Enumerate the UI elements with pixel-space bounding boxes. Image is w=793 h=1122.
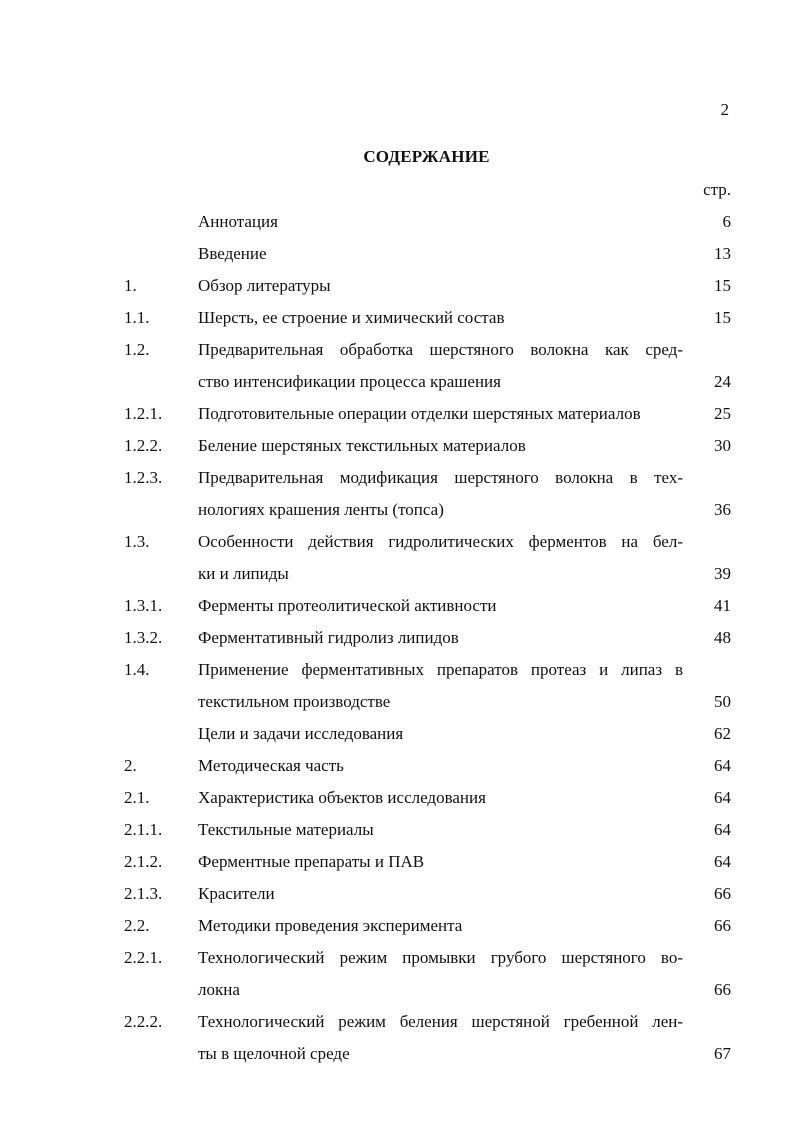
toc-line — [0, 878, 793, 910]
toc-entry-page: 66 — [714, 916, 731, 935]
toc-entry-number: 1.3.1. — [124, 596, 163, 615]
toc-entry-title: Аннотация — [198, 212, 278, 231]
toc-entry-number: 1.2.2. — [124, 436, 163, 455]
toc-entry — [0, 814, 793, 846]
toc-entry-title: Беление шерстяных текстильных материалов — [198, 436, 526, 455]
toc-entry-page: 64 — [714, 852, 731, 871]
toc-entry-page: 64 — [714, 756, 731, 775]
toc-entry-title: Методики проведения эксперимента — [198, 916, 463, 935]
toc-entry — [0, 270, 793, 302]
toc-entry-title: Подготовительные операции отделки шерстяных материалов — [198, 404, 641, 423]
toc-entry-page: 13 — [714, 244, 731, 263]
toc-entry-number: 2.2.2. — [124, 1012, 163, 1031]
toc-entry-number: 2.1.3. — [124, 884, 163, 903]
toc-entry — [0, 654, 793, 718]
toc-entry-number: 2.2. — [124, 916, 150, 935]
toc-entry-title: локна — [198, 980, 240, 999]
toc-entry — [0, 942, 793, 1006]
toc-entry-title: ство интенсификации процесса крашения — [198, 372, 501, 391]
toc-line — [0, 302, 793, 334]
toc-entry — [0, 1006, 793, 1070]
toc-line — [0, 782, 793, 814]
toc-entry — [0, 718, 793, 750]
toc-line — [0, 622, 793, 654]
toc-entry-number: 1.2.1. — [124, 404, 163, 423]
toc-line — [0, 270, 793, 302]
toc-entry-number: 1.2.3. — [124, 468, 163, 487]
toc-entry-title: Цели и задачи исследования — [198, 724, 404, 743]
toc-line — [0, 814, 793, 846]
toc-entry — [0, 846, 793, 878]
toc-line — [0, 750, 793, 782]
toc-entry-title: Ферментативный гидролиз липидов — [198, 628, 459, 647]
toc-entry-title: Технологический режим промывки грубого шерстяного во- — [198, 948, 683, 967]
toc-line — [0, 398, 793, 430]
toc-entry-title: Предварительная обработка шерстяного волокна как сред- — [198, 340, 683, 359]
toc-entry-title: ки и липиды — [198, 564, 289, 583]
toc-entry-number: 1.4. — [124, 660, 150, 679]
toc-line — [0, 846, 793, 878]
toc-line — [0, 1006, 793, 1038]
toc-entry-title: Текстильные материалы — [198, 820, 374, 839]
toc-entry-title: Применение ферментативных препаратов протеаз и липаз в — [198, 660, 683, 679]
toc-entry — [0, 302, 793, 334]
toc-entry — [0, 334, 793, 398]
toc-entry-page: 66 — [714, 884, 731, 903]
toc-entry-number: 2.1. — [124, 788, 150, 807]
toc-entry-page: 36 — [714, 500, 731, 519]
toc-line — [0, 654, 793, 686]
toc-entry — [0, 206, 793, 238]
toc-line — [0, 1038, 793, 1070]
toc-line — [0, 974, 793, 1006]
toc-entry-number: 1.3. — [124, 532, 150, 551]
toc-entry-title: Ферменты протеолитической активности — [198, 596, 497, 615]
toc-entry-page: 15 — [714, 276, 731, 295]
page-number: 2 — [720, 100, 729, 119]
toc-line — [0, 526, 793, 558]
toc-entry-page: 15 — [714, 308, 731, 327]
toc-line — [0, 718, 793, 750]
toc-entry-page: 39 — [714, 564, 731, 583]
toc-entry-number: 2.1.2. — [124, 852, 163, 871]
toc-entry-page: 62 — [714, 724, 731, 743]
toc-entry — [0, 622, 793, 654]
toc-line — [0, 942, 793, 974]
toc-line — [0, 590, 793, 622]
toc-entry-number: 1.2. — [124, 340, 150, 359]
page-title: СОДЕРЖАНИЕ — [363, 147, 490, 166]
toc-line — [0, 430, 793, 462]
toc-entry-title: Обзор литературы — [198, 276, 331, 295]
toc-entry-title: текстильном производстве — [198, 692, 391, 711]
toc-entry-page: 30 — [714, 436, 731, 455]
toc-entry-title: Характеристика объектов исследования — [198, 788, 486, 807]
toc-entry — [0, 462, 793, 526]
toc-entry — [0, 238, 793, 270]
toc-entry — [0, 750, 793, 782]
toc-line — [0, 334, 793, 366]
toc-entry-page: 67 — [714, 1044, 731, 1063]
toc-entry — [0, 910, 793, 942]
toc-entry — [0, 782, 793, 814]
toc-entry-number: 1. — [124, 276, 137, 295]
toc-entry — [0, 430, 793, 462]
table-of-contents — [0, 206, 793, 1070]
toc-line — [0, 910, 793, 942]
toc-entry-title: Особенности действия гидролитических ферментов на бел- — [198, 532, 683, 551]
toc-entry-page: 25 — [714, 404, 731, 423]
toc-line — [0, 238, 793, 270]
toc-entry-title: Технологический режим беления шерстяной гребенной лен- — [198, 1012, 683, 1031]
toc-entry-page: 50 — [714, 692, 731, 711]
toc-entry-number: 2. — [124, 756, 137, 775]
toc-entry-title: нологиях крашения ленты (топса) — [198, 500, 444, 519]
toc-entry-number: 2.2.1. — [124, 948, 163, 967]
toc-line — [0, 686, 793, 718]
toc-entry-title: Ферментные препараты и ПАВ — [198, 852, 425, 871]
toc-line — [0, 366, 793, 398]
toc-entry-title: Красители — [198, 884, 275, 903]
toc-entry — [0, 590, 793, 622]
toc-entry-number: 2.1.1. — [124, 820, 163, 839]
page-column-label: стр. — [703, 180, 731, 199]
toc-entry-title: ты в щелочной среде — [198, 1044, 350, 1063]
toc-entry — [0, 878, 793, 910]
toc-entry-page: 64 — [714, 788, 731, 807]
toc-entry-page: 24 — [714, 372, 731, 391]
toc-entry-number: 1.1. — [124, 308, 150, 327]
toc-entry-page: 48 — [714, 628, 731, 647]
toc-entry-page: 64 — [714, 820, 731, 839]
toc-line — [0, 206, 793, 238]
toc-entry-page: 6 — [722, 212, 731, 231]
toc-entry-title: Методическая часть — [198, 756, 344, 775]
toc-line — [0, 462, 793, 494]
toc-entry — [0, 398, 793, 430]
toc-entry — [0, 526, 793, 590]
toc-entry-number: 1.3.2. — [124, 628, 163, 647]
toc-line — [0, 494, 793, 526]
toc-entry-title: Шерсть, ее строение и химический состав — [198, 308, 505, 327]
toc-entry-title: Предварительная модификация шерстяного волокна в тех- — [198, 468, 683, 487]
toc-entry-title: Введение — [198, 244, 267, 263]
toc-entry-page: 66 — [714, 980, 731, 999]
toc-entry-page: 41 — [714, 596, 731, 615]
toc-line — [0, 558, 793, 590]
